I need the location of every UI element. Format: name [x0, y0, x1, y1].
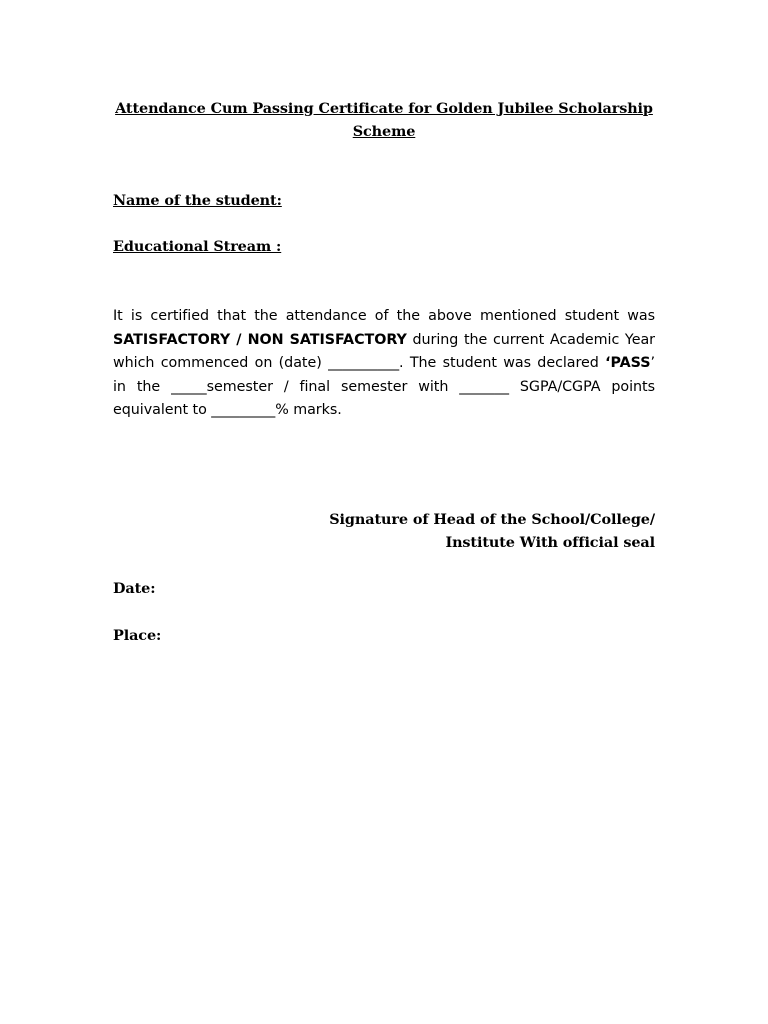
signature-label: Signature of Head of the School/College/	[329, 511, 655, 528]
certification-text-part1: It is certified that the attendance of the above mentioned student was	[113, 308, 655, 324]
certificate-title: Attendance Cum Passing Certificate for Golden Jubilee Scholarship	[115, 100, 653, 117]
educational-stream-label: Educational Stream :	[113, 238, 282, 255]
certification-paragraph	[113, 305, 655, 423]
pass-open-quote: ‘	[605, 355, 611, 371]
pass-status: PASS	[610, 355, 651, 371]
attendance-status-options: SATISFACTORY / NON SATISFACTORY	[113, 331, 407, 348]
date-label: Date:	[113, 580, 156, 597]
signature-label-continued: Institute With official seal	[445, 534, 655, 551]
certification-text-part3: ’ in the _____semester / final semester with _______ SGPA/CGPA points equivalent to _________% marks.	[113, 355, 655, 418]
certificate-title-continued: Scheme	[352, 123, 416, 140]
certification-text-part2: during the current Academic Year which commenced on (date) __________. The student was declared	[113, 331, 655, 371]
student-name-label: Name of the student:	[113, 192, 282, 209]
place-label: Place:	[113, 627, 162, 644]
